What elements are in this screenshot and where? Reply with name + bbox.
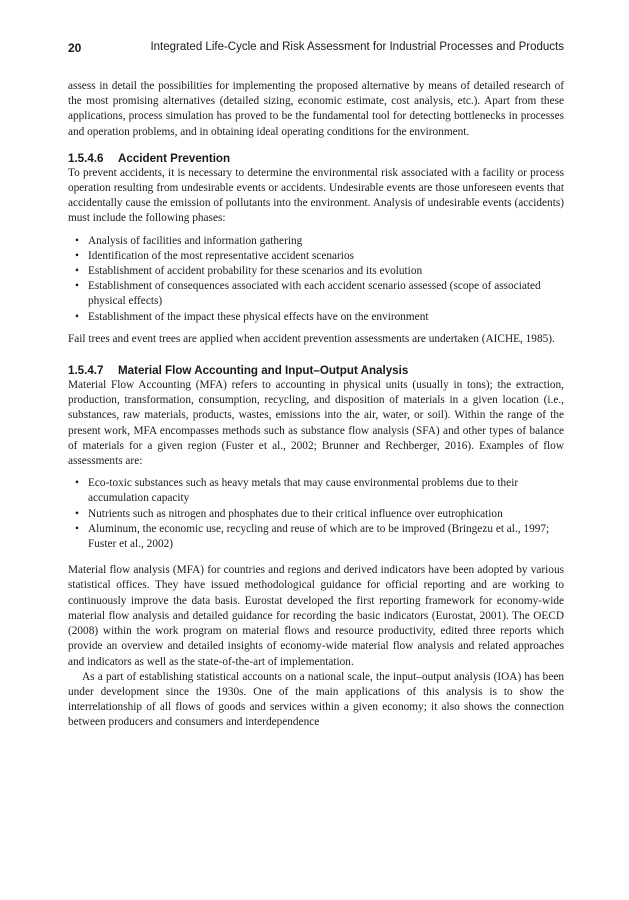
flow-assessment-examples-list [68,476,564,552]
section-number: 1.5.4.7 [68,364,104,378]
accident-closing-paragraph: Fail trees and event trees are applied when accident prevention assessments are undertaken (AICHE, 1985). [68,332,555,345]
page-body [68,79,564,731]
list-item: • Eco-toxic substances such as heavy metals that may cause environmental problems due to their accumulation capacity [68,476,564,506]
mfa-paragraph-3: As a part of establishing statistical accounts on a national scale, the input–output analysis (IOA) has been under development since the 1930s. One of the main applications of this analysis is to show the interrelationship of all flows of goods and services within a given economy; it also shows the connection between producers and consumers and interdependence [68,670,564,729]
list-item: • Establishment of accident probability for these scenarios and its evolution [68,264,564,279]
accident-paragraph: To prevent accidents, it is necessary to determine the environmental risk associated with a facility or process operation resulting from undesirable events or accidents. Undesirable events are those unforeseen events that accidentally cause the emission of pollutants into the environment. Analysis of undesirable events (accidents) must include the following phases: [68,166,564,225]
section-title: Accident Prevention [118,151,231,165]
accident-phases-list [68,234,564,325]
section-number: 1.5.4.6 [68,151,104,165]
mfa-paragraph: Material Flow Accounting (MFA) refers to accounting in physical units (usually in tons); the extraction, production, transformation, consumption, recycling, and disposition of materials in a given location (i.e., substances, raw materials, products, wastes, emissions into the air, water, or soil). Within the range of the present work, MFA encompasses methods such as substance flow analysis (SFA) and other types of balance of materials for a given region (Fuster et al., 2002; Brunner and Rechberger, 2016). Examples of flow assessments are: [68,379,564,468]
section-heading-material-flow [68,363,564,378]
mfa-paragraph-2: Material flow analysis (MFA) for countries and regions and derived indicators have been adopted by various statistical offices. They have issued methodological guidance for official reporting and are working to continuously improve the data basis. Eurostat developed the first reporting framework for economy-wide material flow analysis and detailed guidance for recording the basic indicators (Eurostat, 2001). The OECD (2008) within the work program on material flows and resource productivity, edited three reports which provide an overview and detailed insights of economy-wide material flow analysis and related approaches and indicators as well as the state-of-the-art of implementation. [68,564,564,668]
intro-paragraph: assess in detail the possibilities for implementing the proposed alternative by means of detailed research of the most promising alternatives (detailed sizing, economic estimate, cost analysis, etc.). Apart from these applications, process simulation has proved to be the fundamental tool for detecting bottlenecks in processes and operation problems, and in obtaining ideal operating conditions for the environment. [68,80,564,138]
section-title: Material Flow Accounting and Input–Output Analysis [118,364,409,378]
page-header [68,41,564,57]
list-item: • Identification of the most representative accident scenarios [68,249,564,264]
section-heading-accident-prevention [68,151,564,166]
list-item: • Aluminum, the economic use, recycling and reuse of which are to be improved (Bringezu et al., 1997; Fuster et al., 2002) [68,522,564,552]
list-item: • Establishment of consequences associated with each accident scenario assessed (scope of associated physical effects) [68,279,564,309]
list-item: • Establishment of the impact these physical effects have on the environment [68,310,564,325]
page-number: 20 [68,41,82,55]
running-title: Integrated Life-Cycle and Risk Assessment for Industrial Processes and Products [150,41,564,53]
list-item: • Analysis of facilities and information gathering [68,234,564,249]
list-item: • Nutrients such as nitrogen and phosphates due to their critical influence over eutrophication [68,507,564,522]
